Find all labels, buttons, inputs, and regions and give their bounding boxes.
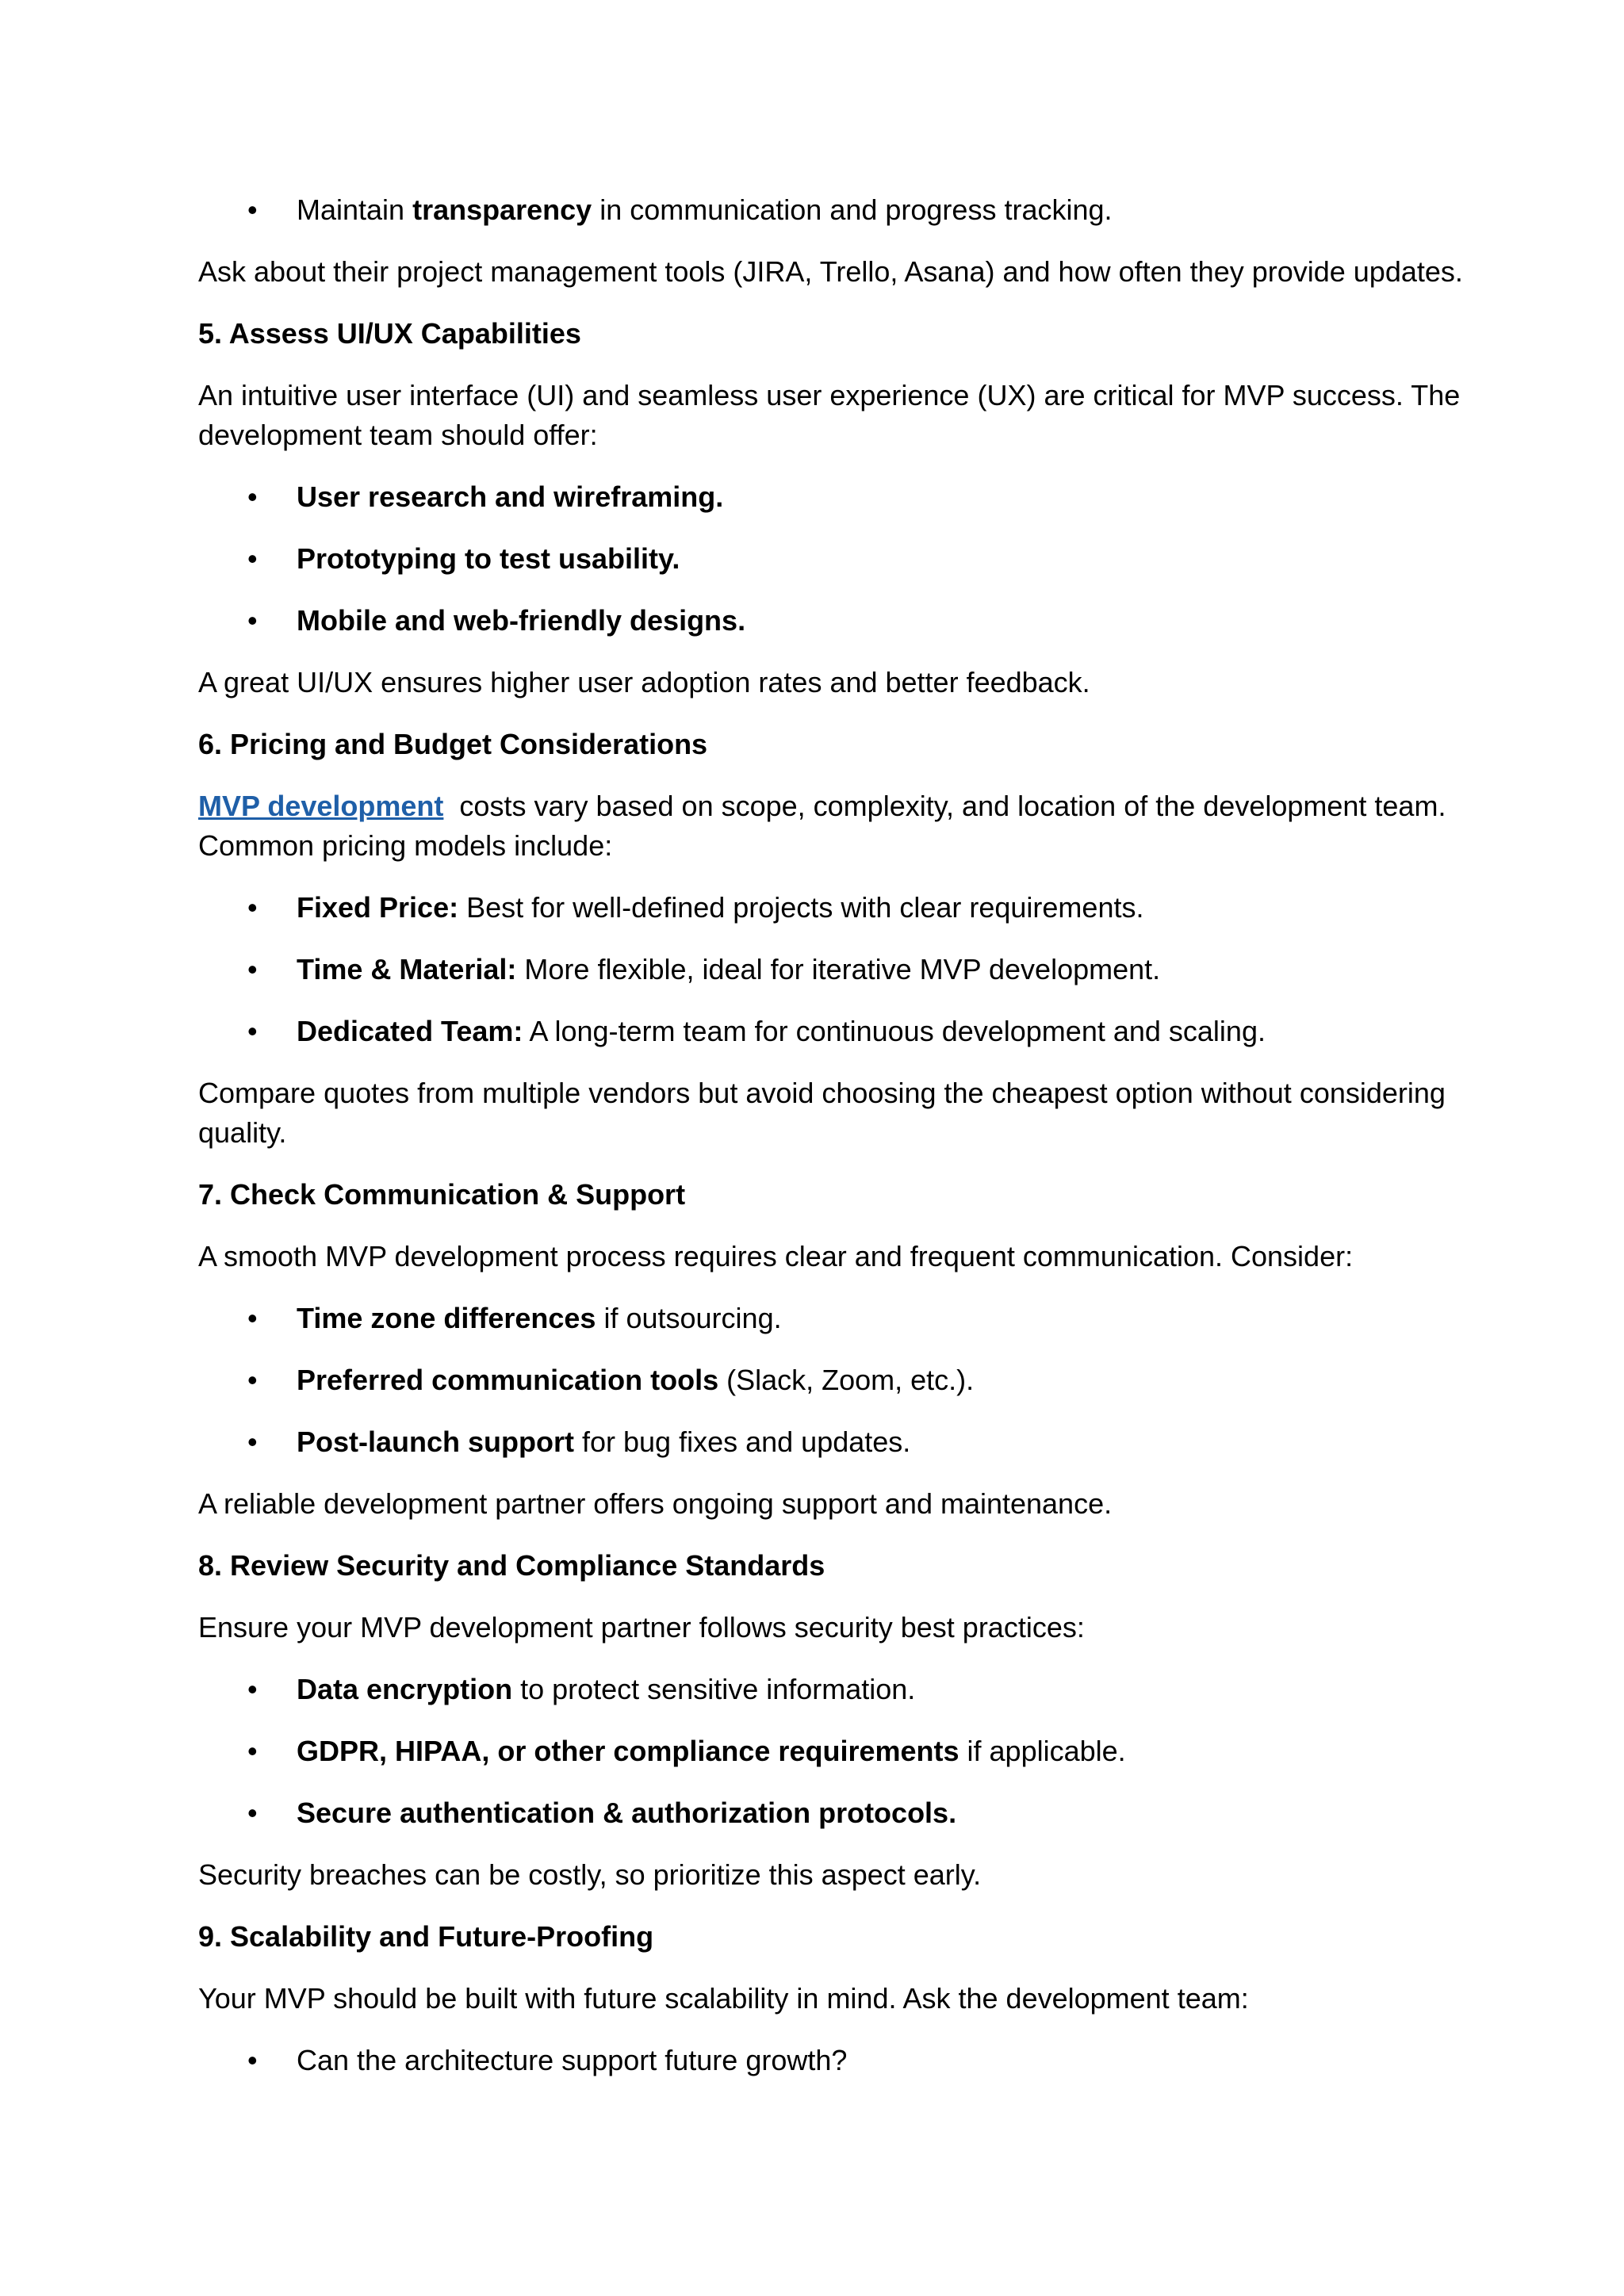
paragraph: Your MVP should be built with future scalability in mind. Ask the development team: [198,1982,1249,2015]
list-item: • Data encryption to protect sensitive information. [198,1670,1435,1709]
bullet-icon: • [247,1425,258,1458]
bullet-icon: • [247,1797,258,1829]
list-item: • User research and wireframing. [198,477,1435,517]
paragraph: Security breaches can be costly, so prioritize this aspect early. [198,1858,982,1891]
list-item: • Time zone differences if outsourcing. [198,1299,1435,1338]
bullet-icon: • [247,1364,258,1396]
paragraph: Ask about their project management tools (JIRA, Trello, Asana) and how often they provide updates. [198,255,1463,288]
bullet-icon: • [247,193,258,226]
section-heading: 9. Scalability and Future-Proofing [198,1920,654,1953]
bullet-icon: • [247,480,258,513]
uiux-list [198,477,1435,641]
document-content [198,190,1463,2103]
list-item: • Post-launch support for bug fixes and updates. [198,1422,1435,1462]
list-item: • Dedicated Team: A long-term team for continuous development and scaling. [198,1012,1435,1051]
list-item: • Can the architecture support future growth? [198,2041,1435,2080]
list-item: • Mobile and web-friendly designs. [198,601,1435,641]
transparency-list [198,190,1435,230]
list-item: • Preferred communication tools (Slack, Zoom, etc.). [198,1360,1435,1400]
section-heading: 5. Assess UI/UX Capabilities [198,317,581,350]
list-item: • GDPR, HIPAA, or other compliance requirements if applicable. [198,1732,1435,1771]
bullet-icon: • [247,1673,258,1705]
security-list [198,1670,1435,1833]
list-item: • Time & Material: More flexible, ideal for iterative MVP development. [198,950,1435,989]
paragraph: A reliable development partner offers ongoing support and maintenance. [198,1487,1113,1520]
bullet-icon: • [247,891,258,924]
list-item: • Fixed Price: Best for well-defined projects with clear requirements. [198,888,1435,928]
bullet-icon: • [247,542,258,575]
mvp-development-link[interactable]: MVP development [198,790,444,822]
paragraph: Compare quotes from multiple vendors but avoid choosing the cheapest option without considering quality. [198,1077,1446,1149]
section-heading: 7. Check Communication & Support [198,1178,686,1211]
list-item: • Prototyping to test usability. [198,539,1435,579]
bullet-icon: • [247,1015,258,1047]
pricing-list [198,888,1435,1051]
paragraph: A great UI/UX ensures higher user adoption rates and better feedback. [198,666,1090,698]
bullet-icon: • [247,2044,258,2076]
bullet-icon: • [247,1302,258,1334]
bullet-icon: • [247,604,258,637]
bullet-icon: • [247,953,258,985]
paragraph: A smooth MVP development process requires clear and frequent communication. Consider: [198,1240,1354,1272]
list-item: • Maintain transparency in communication and progress tracking. [198,190,1435,230]
scalability-list [198,2041,1435,2080]
list-item: • Secure authentication & authorization protocols. [198,1793,1435,1833]
paragraph: An intuitive user interface (UI) and seamless user experience (UX) are critical for MVP success. The development team should offer: [198,379,1461,451]
section-heading: 6. Pricing and Budget Considerations [198,728,708,760]
paragraph: Ensure your MVP development partner follows security best practices: [198,1611,1085,1644]
communication-list [198,1299,1435,1462]
bullet-icon: • [247,1735,258,1767]
section-heading: 8. Review Security and Compliance Standards [198,1549,825,1582]
paragraph: MVP development costs vary based on scope, complexity, and location of the development team. Common pricing models include: [198,790,1446,862]
